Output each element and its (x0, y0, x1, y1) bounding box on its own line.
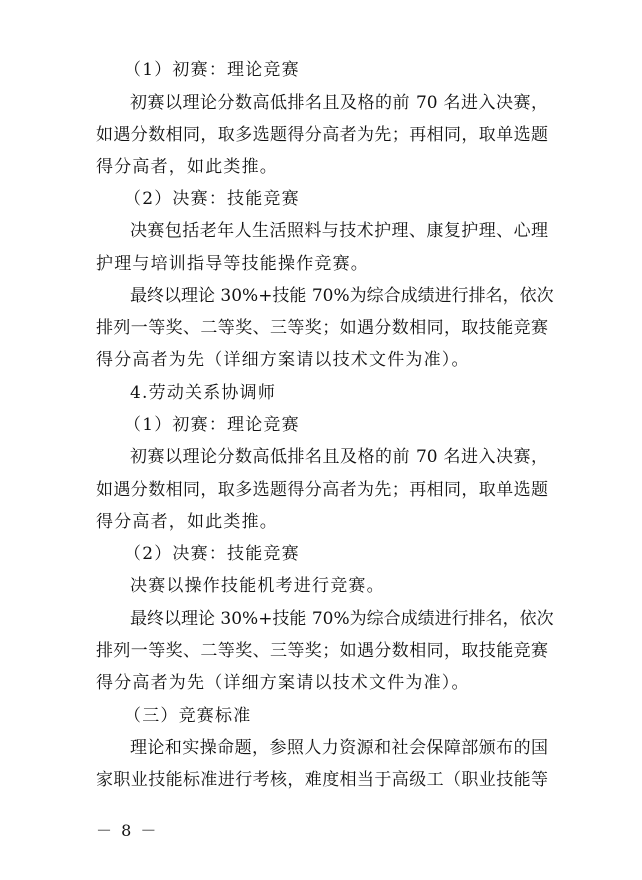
paragraph-line: 得分高者，如此类推。 (96, 157, 278, 177)
paragraph-line: 排列一等奖、二等奖、三等奖；如遇分数相同，取技能竞赛 (96, 318, 548, 338)
paragraph-line: 如遇分数相同，取多选题得分高者为先；再相同，取单选题 (96, 480, 548, 500)
paragraph-line: 最终以理论 30%+技能 70%为综合成绩进行排名，依次 (130, 286, 554, 306)
subheading-preliminary-theory: （1）初赛：理论竞赛 (124, 415, 300, 435)
subheading-final-skill: （2）决赛：技能竞赛 (124, 544, 300, 564)
paragraph-line: 如遇分数相同，取多选题得分高者为先；再相同，取单选题 (96, 125, 548, 145)
paragraph-line: 初赛以理论分数高低排名且及格的前 70 名进入决赛， (130, 447, 548, 467)
paragraph-line: 决赛以操作技能机考进行竞赛。 (130, 576, 385, 596)
paragraph-line: 理论和实操命题，参照人力资源和社会保障部颁布的国 (130, 738, 548, 758)
paragraph-line: 得分高者，如此类推。 (96, 512, 278, 532)
section-heading-competition-standard: （三）竞赛标准 (124, 706, 252, 726)
paragraph-line: 家职业技能标准进行考核，难度相当于高级工（职业技能等 (96, 770, 548, 790)
paragraph-line: 护理与培训指导等技能操作竞赛。 (96, 254, 369, 274)
paragraph-line: 最终以理论 30%+技能 70%为综合成绩进行排名，依次 (130, 609, 554, 629)
paragraph-line: 初赛以理论分数高低排名且及格的前 70 名进入决赛， (130, 93, 548, 113)
paragraph-line: 决赛包括老年人生活照料与技术护理、康复护理、心理 (130, 221, 548, 241)
page-number: － 8 － (96, 821, 159, 840)
section-heading-labor-relations: 4.劳动关系协调师 (130, 383, 277, 403)
subheading-preliminary-theory: （1）初赛：理论竞赛 (124, 60, 300, 80)
paragraph-line: 排列一等奖、二等奖、三等奖；如遇分数相同，取技能竞赛 (96, 641, 548, 661)
paragraph-line: 得分高者为先（详细方案请以技术文件为准）。 (96, 350, 470, 370)
subheading-final-skill: （2）决赛：技能竞赛 (124, 189, 300, 209)
paragraph-line: 得分高者为先（详细方案请以技术文件为准）。 (96, 673, 470, 693)
